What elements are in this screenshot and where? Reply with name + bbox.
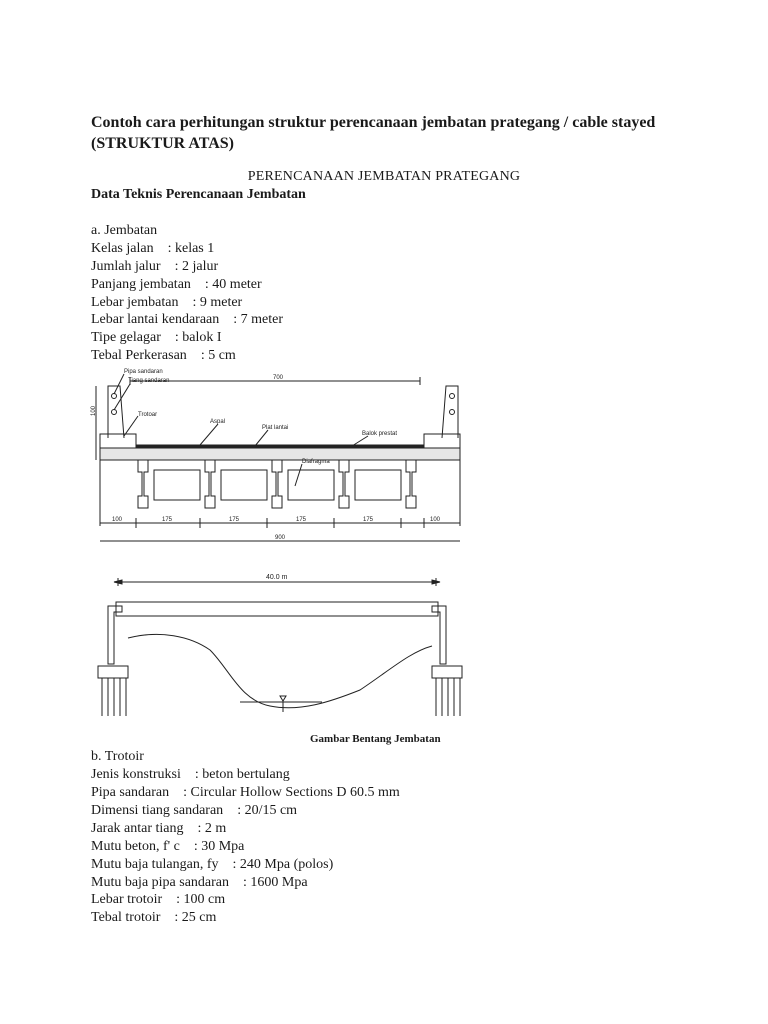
spec-line: Tebal trotoir : 25 cm — [91, 910, 217, 925]
center-heading: PERENCANAAN JEMBATAN PRATEGANG — [247, 169, 521, 184]
balok-label: Balok prestat — [362, 431, 398, 437]
total-width-label: 900 — [275, 535, 286, 541]
bottom-dim-label: 175 — [296, 517, 307, 523]
bottom-dim-label: 175 — [229, 517, 240, 523]
spec-line: Jarak antar tiang : 2 m — [91, 821, 227, 836]
spec-line: Tebal Perkerasan : 5 cm — [91, 348, 236, 363]
bottom-dim-label: 175 — [363, 517, 374, 523]
tiang-sandaran-label: Tiang sandaran — [128, 378, 170, 384]
spec-line: Lebar lantai kendaraan : 7 meter — [91, 312, 284, 327]
left-dimension-label: 100 — [91, 405, 97, 416]
spec-line: Kelas jalan : kelas 1 — [91, 241, 215, 256]
spec-line: Lebar jembatan : 9 meter — [91, 295, 243, 310]
spec-line: Mutu beton, f' c : 30 Mpa — [91, 839, 245, 854]
bottom-dim-label: 100 — [112, 517, 123, 523]
diafragma-label: Diafragma — [302, 459, 330, 465]
trotoar-label: Trotoar — [138, 412, 158, 418]
bridge-cross-section-drawing — [90, 366, 470, 546]
document-title: Contoh cara perhitungan struktur perencanaan jembatan prategang / cable stayed (STRUKTUR ATAS) — [91, 114, 656, 152]
section-b-heading: b. Trotoir — [91, 749, 144, 764]
section-a-heading: a. Jembatan — [91, 223, 158, 238]
pipa-sandaran-label: Pipa sandaran — [124, 369, 163, 375]
top-dimension-label: 700 — [273, 375, 284, 381]
plat-lantai-label: Plat lantai — [262, 425, 289, 431]
figure-caption: Gambar Bentang Jembatan — [310, 733, 441, 745]
spec-line: Jumlah jalur : 2 jalur — [91, 259, 219, 274]
spec-line: Pipa sandaran : Circular Hollow Sections D 60.5 mm — [91, 785, 400, 800]
aspal-label: Aspal — [210, 419, 226, 425]
spec-line: Dimensi tiang sandaran : 20/15 cm — [91, 803, 298, 818]
spec-line: Lebar trotoir : 100 cm — [91, 892, 226, 907]
bottom-dim-label: 100 — [430, 517, 441, 523]
spec-line: Mutu baja tulangan, fy : 240 Mpa (polos) — [91, 857, 334, 872]
bridge-elevation-drawing — [90, 570, 470, 730]
subheading: Data Teknis Perencanaan Jembatan — [91, 187, 306, 202]
spec-line: Mutu baja pipa sandaran : 1600 Mpa — [91, 875, 308, 890]
spec-line: Jenis konstruksi : beton bertulang — [91, 767, 290, 782]
spec-line: Panjang jembatan : 40 meter — [91, 277, 262, 292]
bottom-dim-label: 175 — [162, 517, 173, 523]
spec-line: Tipe gelagar : balok I — [91, 330, 222, 345]
span-label: 40.0 m — [266, 574, 288, 581]
